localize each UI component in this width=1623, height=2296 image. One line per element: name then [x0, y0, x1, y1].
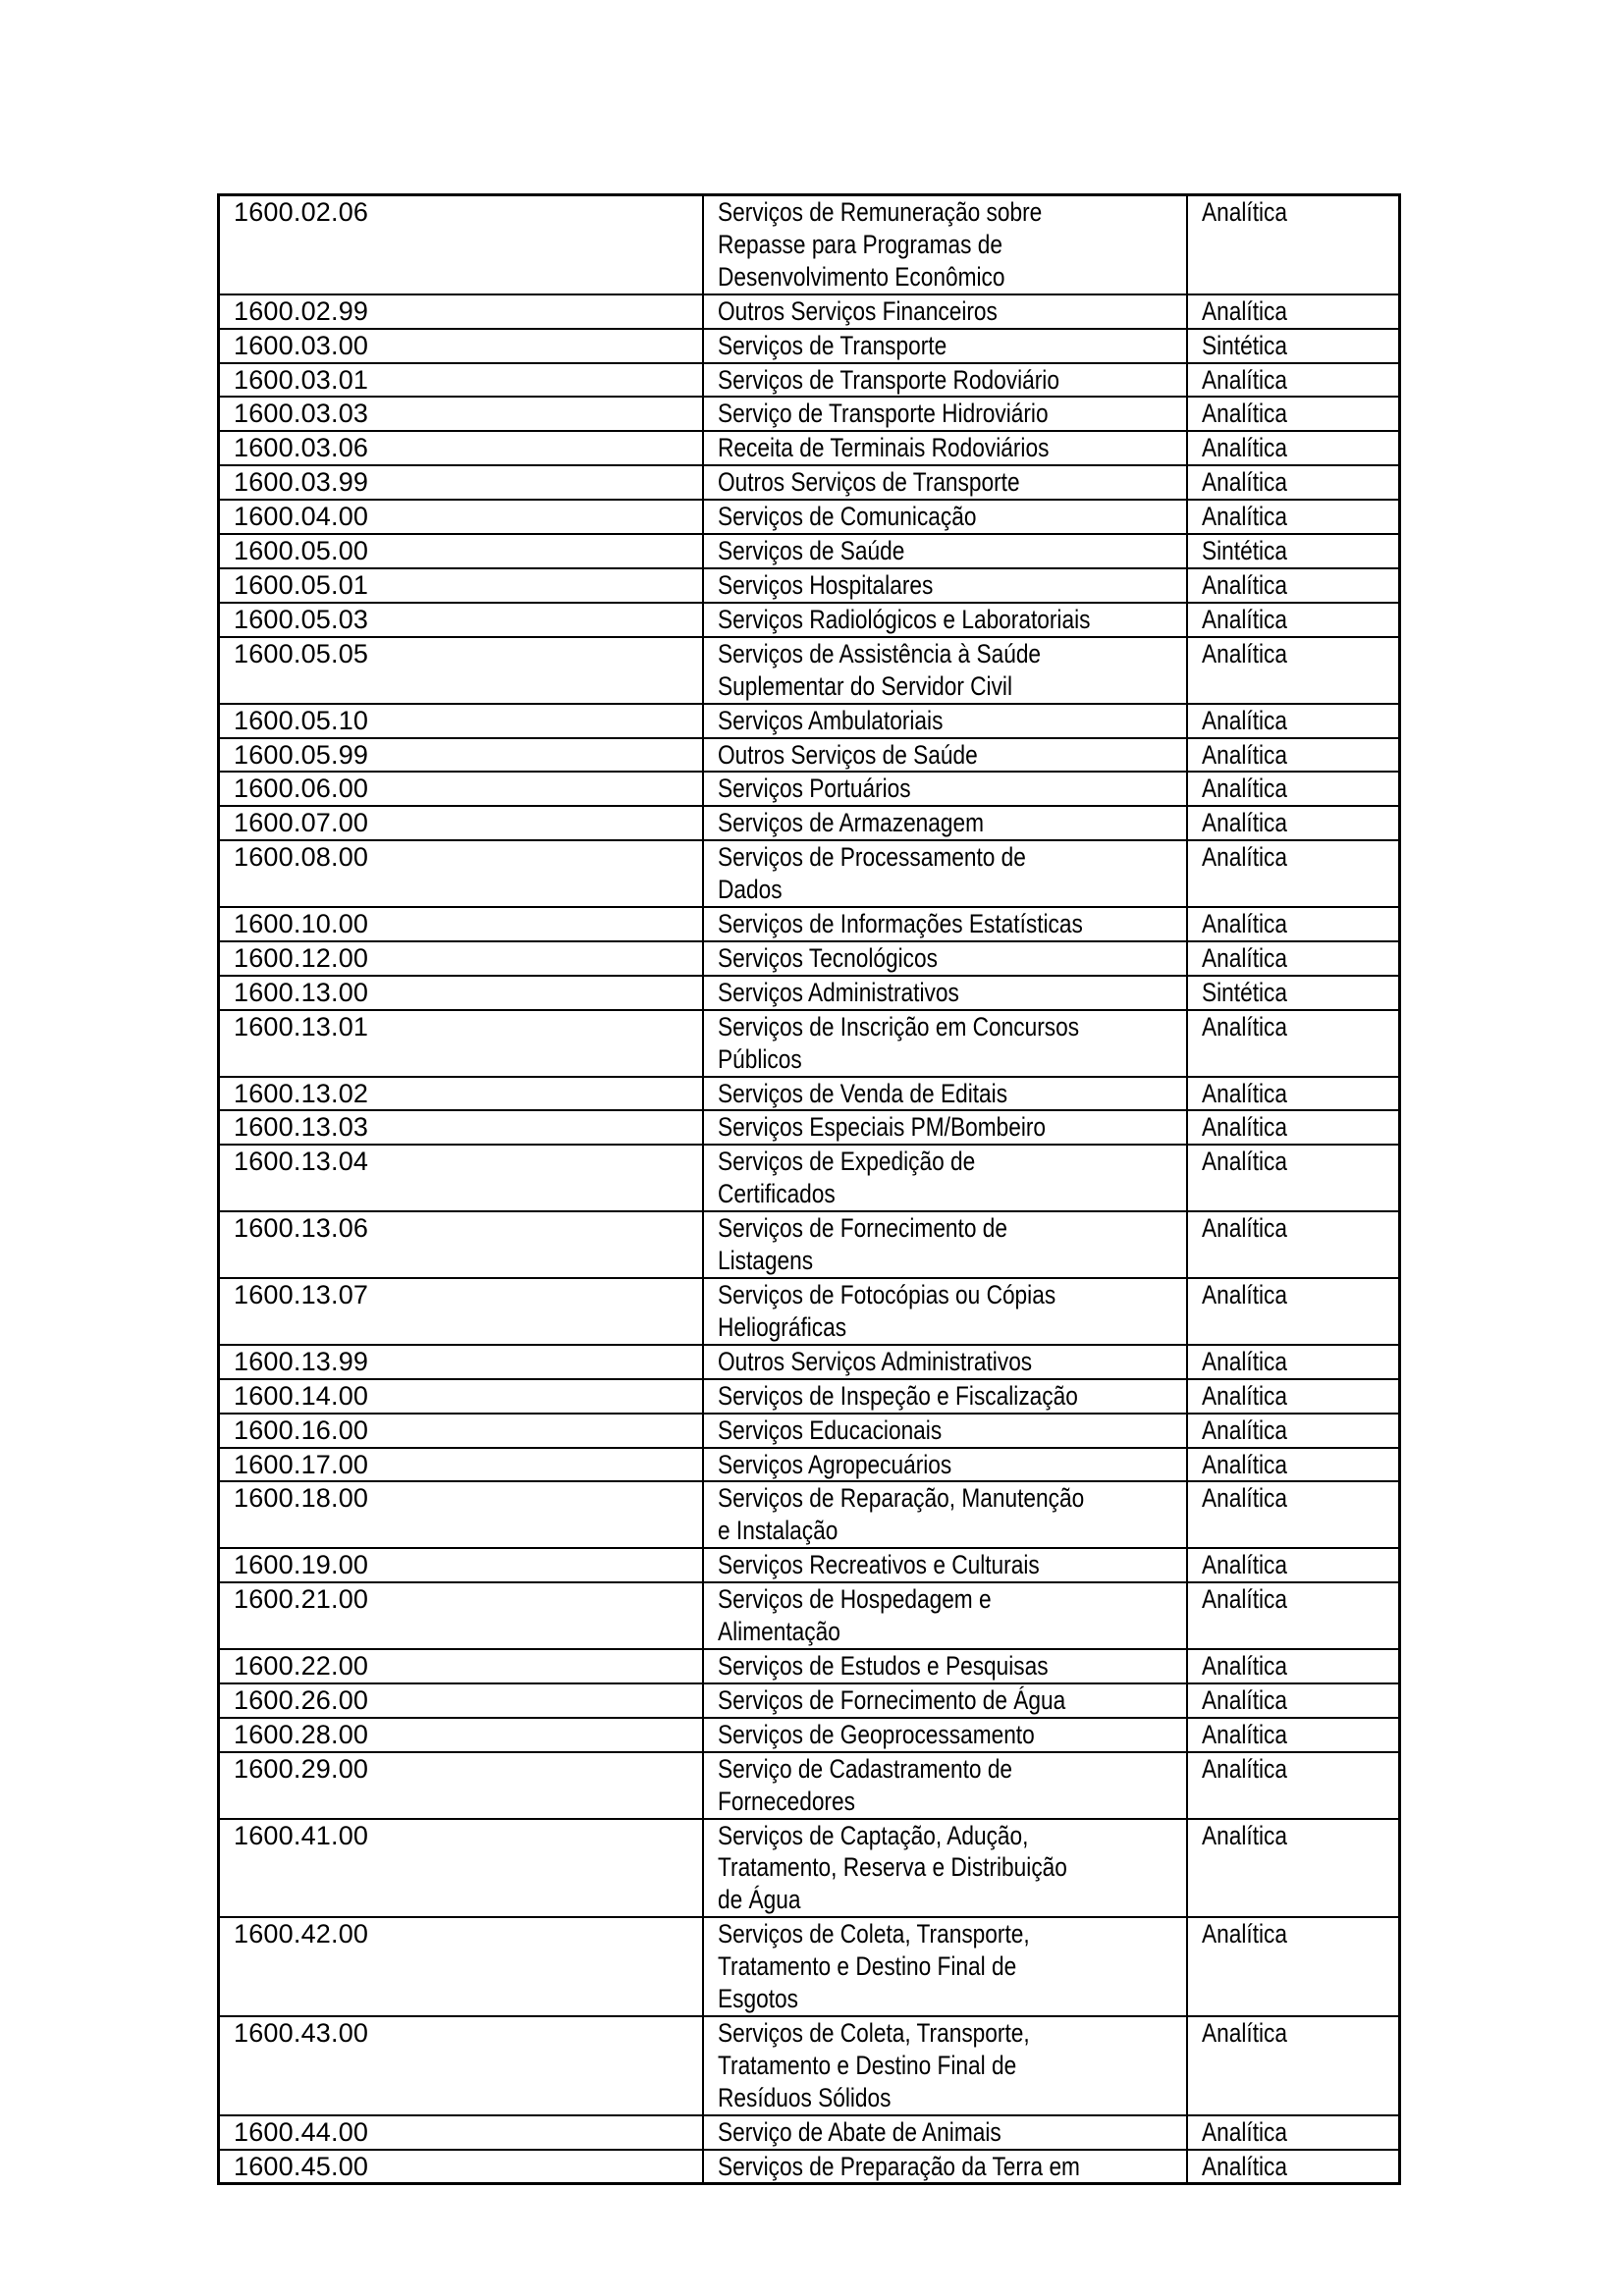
description-text: Serviços de Hospedagem e Alimentação [717, 1584, 992, 1647]
type-text: Analítica [1202, 1078, 1288, 1108]
description-text: Serviços Tecnológicos [717, 942, 938, 973]
description-text: Serviços de Transporte Rodoviário [717, 364, 1059, 395]
type-text: Analítica [1202, 502, 1288, 532]
description-text: Serviços de Transporte [717, 330, 947, 360]
type-cell [1187, 397, 1399, 431]
type-cell [1187, 1110, 1399, 1145]
revenue-codes-table [217, 193, 1401, 2185]
code-cell: 1600.05.03 [219, 603, 703, 637]
description-text: Serviços de Expedição de Certificados [717, 1147, 976, 1209]
type-text: Analítica [1202, 1449, 1288, 1479]
description-cell [703, 1718, 1187, 1752]
type-text: Analítica [1202, 1550, 1288, 1580]
type-text: Analítica [1202, 1147, 1288, 1177]
description-text: Outros Serviços de Transporte [717, 467, 1020, 498]
table-row [219, 772, 1400, 806]
type-text: Analítica [1202, 1820, 1288, 1850]
table-body [219, 195, 1400, 2184]
type-cell [1187, 738, 1399, 773]
code-cell: 1600.44.00 [219, 2115, 703, 2150]
description-text: Outros Serviços Administrativos [717, 1346, 1033, 1376]
code-cell: 1600.07.00 [219, 806, 703, 840]
description-cell [703, 1379, 1187, 1414]
type-text: Analítica [1202, 638, 1288, 668]
description-cell [703, 941, 1187, 976]
table-row [219, 1917, 1400, 2016]
description-text: Outros Serviços de Saúde [717, 739, 978, 770]
description-text: Serviços de Reparação, Manutenção e Instalação [717, 1483, 1085, 1546]
description-cell [703, 294, 1187, 329]
table-row [219, 738, 1400, 773]
description-text: Serviços de Fotocópias ou Cópias Heliográficas [717, 1280, 1056, 1342]
description-text: Serviços Agropecuários [717, 1449, 952, 1479]
type-text: Sintética [1202, 330, 1288, 360]
type-cell [1187, 976, 1399, 1010]
table-row [219, 1582, 1400, 1649]
description-text: Serviços Administrativos [717, 977, 959, 1007]
type-cell [1187, 907, 1399, 941]
description-text: Serviços de Coleta, Transporte, Tratamento e Destino Final de Resíduos Sólidos [717, 2017, 1030, 2112]
type-text: Analítica [1202, 1919, 1288, 1949]
type-cell [1187, 941, 1399, 976]
type-cell [1187, 637, 1399, 704]
table-row [219, 1414, 1400, 1448]
type-cell [1187, 534, 1399, 568]
code-cell: 1600.13.07 [219, 1278, 703, 1345]
type-text: Analítica [1202, 705, 1288, 735]
type-text: Analítica [1202, 1719, 1288, 1749]
type-text: Analítica [1202, 197, 1288, 227]
description-text: Outros Serviços Financeiros [717, 295, 998, 326]
type-cell [1187, 1379, 1399, 1414]
type-cell [1187, 294, 1399, 329]
type-text: Analítica [1202, 433, 1288, 463]
type-text: Analítica [1202, 1213, 1288, 1244]
table-row [219, 568, 1400, 603]
type-text: Analítica [1202, 2116, 1288, 2147]
description-cell [703, 1278, 1187, 1345]
table-row [219, 840, 1400, 907]
description-text: Serviços de Informações Estatísticas [717, 909, 1083, 939]
description-text: Serviços de Fornecimento de Água [717, 1684, 1066, 1715]
type-text: Analítica [1202, 2151, 1288, 2181]
type-text: Analítica [1202, 604, 1288, 634]
table-row [219, 1010, 1400, 1077]
code-cell: 1600.05.10 [219, 704, 703, 738]
type-cell [1187, 1683, 1399, 1718]
description-text: Serviços de Assistência à Saúde Suplementar do Servidor Civil [717, 638, 1041, 701]
description-cell [703, 329, 1187, 363]
table-row [219, 806, 1400, 840]
description-cell [703, 704, 1187, 738]
description-cell [703, 840, 1187, 907]
description-cell [703, 1917, 1187, 2016]
description-cell [703, 2016, 1187, 2115]
type-cell [1187, 1211, 1399, 1278]
code-cell: 1600.45.00 [219, 2150, 703, 2184]
code-cell: 1600.19.00 [219, 1548, 703, 1582]
type-text: Analítica [1202, 1280, 1288, 1309]
type-cell [1187, 1077, 1399, 1111]
code-cell: 1600.43.00 [219, 2016, 703, 2115]
code-cell: 1600.41.00 [219, 1819, 703, 1918]
table-row [219, 431, 1400, 465]
type-cell [1187, 195, 1399, 294]
table-row [219, 1448, 1400, 1482]
type-cell [1187, 465, 1399, 500]
description-cell [703, 2115, 1187, 2150]
type-cell [1187, 840, 1399, 907]
description-text: Serviço de Cadastramento de Fornecedores [717, 1753, 1012, 1816]
table-row [219, 2150, 1400, 2184]
code-cell: 1600.10.00 [219, 907, 703, 941]
type-text: Analítica [1202, 1415, 1288, 1445]
table-row [219, 1819, 1400, 1918]
code-cell: 1600.18.00 [219, 1481, 703, 1548]
table-row [219, 1718, 1400, 1752]
description-text: Serviços Portuários [717, 774, 911, 804]
code-cell: 1600.03.99 [219, 465, 703, 500]
code-cell: 1600.12.00 [219, 941, 703, 976]
type-cell [1187, 2115, 1399, 2150]
table-row [219, 941, 1400, 976]
type-cell [1187, 1917, 1399, 2016]
code-cell: 1600.13.01 [219, 1010, 703, 1077]
table-row [219, 1077, 1400, 1111]
code-cell: 1600.22.00 [219, 1649, 703, 1683]
description-cell [703, 637, 1187, 704]
code-cell: 1600.17.00 [219, 1448, 703, 1482]
description-text: Serviços Radiológicos e Laboratoriais [717, 604, 1091, 634]
table-row [219, 907, 1400, 941]
type-text: Sintética [1202, 536, 1288, 566]
type-cell [1187, 500, 1399, 534]
type-cell [1187, 603, 1399, 637]
description-cell [703, 603, 1187, 637]
description-text: Serviços de Fornecimento de Listagens [717, 1213, 1007, 1276]
description-text: Receita de Terminais Rodoviários [717, 433, 1050, 463]
description-text: Serviços de Estudos e Pesquisas [717, 1650, 1049, 1681]
description-text: Serviços de Captação, Adução, Tratamento, Reserva e Distribuição de Água [717, 1820, 1067, 1915]
description-cell [703, 397, 1187, 431]
code-cell: 1600.26.00 [219, 1683, 703, 1718]
type-cell [1187, 1481, 1399, 1548]
table-row [219, 1278, 1400, 1345]
code-cell: 1600.05.05 [219, 637, 703, 704]
description-cell [703, 1548, 1187, 1582]
description-cell [703, 738, 1187, 773]
description-cell [703, 907, 1187, 941]
description-cell [703, 465, 1187, 500]
code-cell: 1600.02.06 [219, 195, 703, 294]
type-cell [1187, 772, 1399, 806]
type-text: Analítica [1202, 909, 1288, 939]
description-text: Serviços de Inscrição em Concursos Públicos [717, 1011, 1079, 1074]
table-row [219, 976, 1400, 1010]
description-cell [703, 976, 1187, 1010]
table-row [219, 500, 1400, 534]
code-cell: 1600.13.00 [219, 976, 703, 1010]
table-row [219, 534, 1400, 568]
type-cell [1187, 806, 1399, 840]
type-text: Analítica [1202, 808, 1288, 838]
description-text: Serviços Educacionais [717, 1415, 943, 1445]
type-cell [1187, 1448, 1399, 1482]
type-cell [1187, 329, 1399, 363]
description-cell [703, 1582, 1187, 1649]
type-text: Analítica [1202, 1483, 1288, 1514]
description-cell [703, 1649, 1187, 1683]
description-cell [703, 772, 1187, 806]
table-row [219, 294, 1400, 329]
description-text: Serviços Ambulatoriais [717, 705, 944, 735]
code-cell: 1600.04.00 [219, 500, 703, 534]
type-cell [1187, 2150, 1399, 2184]
code-cell: 1600.13.99 [219, 1345, 703, 1379]
type-text: Analítica [1202, 1011, 1288, 1041]
type-cell [1187, 1278, 1399, 1345]
description-text: Serviços de Coleta, Transporte, Tratamento e Destino Final de Esgotos [717, 1919, 1030, 2014]
code-cell: 1600.03.03 [219, 397, 703, 431]
code-cell: 1600.02.99 [219, 294, 703, 329]
type-cell [1187, 1414, 1399, 1448]
description-text: Serviços de Saúde [717, 536, 905, 566]
type-text: Analítica [1202, 942, 1288, 973]
table-row [219, 1379, 1400, 1414]
code-cell: 1600.13.06 [219, 1211, 703, 1278]
description-text: Serviços Especiais PM/Bombeiro [717, 1112, 1046, 1143]
type-cell [1187, 1819, 1399, 1918]
type-text: Analítica [1202, 1684, 1288, 1715]
description-cell [703, 1819, 1187, 1918]
description-cell [703, 1752, 1187, 1819]
type-cell [1187, 568, 1399, 603]
code-cell: 1600.28.00 [219, 1718, 703, 1752]
type-cell [1187, 1548, 1399, 1582]
type-cell [1187, 1345, 1399, 1379]
description-cell [703, 1448, 1187, 1482]
description-cell [703, 1683, 1187, 1718]
description-text: Serviços de Processamento de Dados [717, 842, 1026, 905]
table-row [219, 363, 1400, 398]
description-cell [703, 1481, 1187, 1548]
type-cell [1187, 1145, 1399, 1211]
type-cell [1187, 1010, 1399, 1077]
description-cell [703, 195, 1187, 294]
description-text: Serviços Recreativos e Culturais [717, 1550, 1040, 1580]
code-cell: 1600.03.00 [219, 329, 703, 363]
description-text: Serviço de Transporte Hidroviário [717, 399, 1049, 429]
type-text: Analítica [1202, 364, 1288, 395]
description-text: Serviços de Inspeção e Fiscalização [717, 1380, 1078, 1411]
description-cell [703, 1110, 1187, 1145]
table-row [219, 1110, 1400, 1145]
type-cell [1187, 1752, 1399, 1819]
table-row [219, 1211, 1400, 1278]
table-row [219, 1752, 1400, 1819]
table-row [219, 1145, 1400, 1211]
description-cell [703, 2150, 1187, 2184]
type-cell [1187, 431, 1399, 465]
type-cell [1187, 1718, 1399, 1752]
table-row [219, 195, 1400, 294]
type-text: Analítica [1202, 569, 1288, 600]
description-text: Serviços de Armazenagem [717, 808, 984, 838]
description-cell [703, 1414, 1187, 1448]
description-cell [703, 500, 1187, 534]
description-text: Serviços de Geoprocessamento [717, 1719, 1035, 1749]
table-row [219, 704, 1400, 738]
type-text: Analítica [1202, 1650, 1288, 1681]
description-cell [703, 1077, 1187, 1111]
type-text: Analítica [1202, 1346, 1288, 1376]
table-row [219, 1649, 1400, 1683]
description-cell [703, 431, 1187, 465]
table-row [219, 1481, 1400, 1548]
table-row [219, 397, 1400, 431]
table-row [219, 1683, 1400, 1718]
code-cell: 1600.29.00 [219, 1752, 703, 1819]
type-cell [1187, 363, 1399, 398]
type-text: Sintética [1202, 977, 1288, 1007]
code-cell: 1600.03.01 [219, 363, 703, 398]
code-cell: 1600.05.99 [219, 738, 703, 773]
description-text: Serviços de Venda de Editais [717, 1078, 1007, 1108]
description-cell [703, 1345, 1187, 1379]
table-row [219, 329, 1400, 363]
type-text: Analítica [1202, 467, 1288, 498]
code-cell: 1600.42.00 [219, 1917, 703, 2016]
description-text: Serviço de Abate de Animais [717, 2116, 1001, 2147]
type-cell [1187, 704, 1399, 738]
code-cell: 1600.21.00 [219, 1582, 703, 1649]
description-cell [703, 806, 1187, 840]
description-cell [703, 1010, 1187, 1077]
type-cell [1187, 1582, 1399, 1649]
description-text: Serviços de Preparação da Terra em [717, 2151, 1080, 2181]
type-text: Analítica [1202, 295, 1288, 326]
type-text: Analítica [1202, 842, 1288, 873]
type-text: Analítica [1202, 1753, 1288, 1784]
code-cell: 1600.16.00 [219, 1414, 703, 1448]
description-text: Serviços de Remuneração sobre Repasse para Programas de Desenvolvimento Econômico [717, 197, 1043, 292]
code-cell: 1600.13.03 [219, 1110, 703, 1145]
code-cell: 1600.14.00 [219, 1379, 703, 1414]
description-cell [703, 1145, 1187, 1211]
description-text: Serviços Hospitalares [717, 569, 934, 600]
description-cell [703, 1211, 1187, 1278]
table-row [219, 2016, 1400, 2115]
table-row [219, 603, 1400, 637]
type-text: Analítica [1202, 1112, 1288, 1143]
description-cell [703, 568, 1187, 603]
table-row [219, 465, 1400, 500]
table-row [219, 1548, 1400, 1582]
type-text: Analítica [1202, 399, 1288, 429]
type-text: Analítica [1202, 774, 1288, 804]
type-text: Analítica [1202, 2017, 1288, 2048]
code-cell: 1600.05.01 [219, 568, 703, 603]
code-cell: 1600.05.00 [219, 534, 703, 568]
table-row [219, 1345, 1400, 1379]
table-row [219, 637, 1400, 704]
code-cell: 1600.06.00 [219, 772, 703, 806]
code-cell: 1600.13.04 [219, 1145, 703, 1211]
table-row [219, 2115, 1400, 2150]
code-cell: 1600.08.00 [219, 840, 703, 907]
type-cell [1187, 2016, 1399, 2115]
type-text: Analítica [1202, 1380, 1288, 1411]
type-cell [1187, 1649, 1399, 1683]
code-cell: 1600.03.06 [219, 431, 703, 465]
description-cell [703, 363, 1187, 398]
description-cell [703, 534, 1187, 568]
description-text: Serviços de Comunicação [717, 502, 977, 532]
type-text: Analítica [1202, 1584, 1288, 1615]
type-text: Analítica [1202, 739, 1288, 770]
code-cell: 1600.13.02 [219, 1077, 703, 1111]
